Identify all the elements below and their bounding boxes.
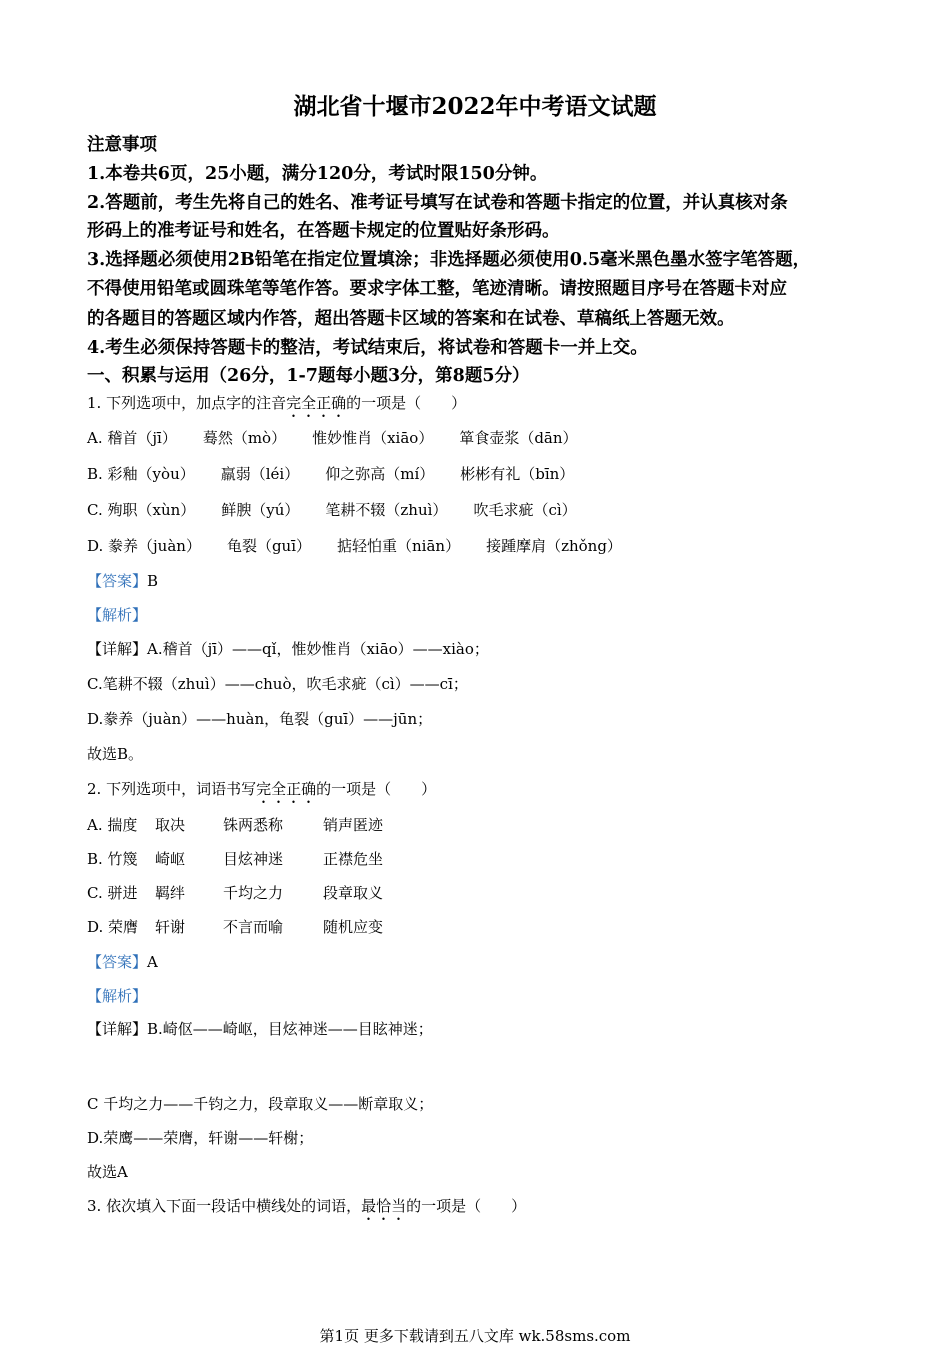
question-3-stem: 3. 依次填入下面一段话中横线处的词语，最恰当的一项是（ ） [87, 1197, 527, 1215]
question-1-stem: 1. 下列选项中，加点字的注音完全正确的一项是（ ） [87, 394, 467, 412]
question-2-detail: 【详解】B.崎伛——崎岖，目炫神迷——目眩神迷； [87, 1020, 433, 1038]
question-1-option-b: B. 彩釉（yòu） 羸弱（léi） 仰之弥高（mí） 彬彬有礼（bīn） [87, 465, 575, 483]
question-2-option-d: D. 荣膺 轩谢 不言而喻 随机应变 [87, 918, 384, 936]
notice-heading: 注意事项 [87, 135, 157, 155]
question-1-answer: 【答案】B [87, 572, 159, 590]
question-2-detail: C 千均之力——千钧之力，段章取义——断章取义； [87, 1095, 434, 1113]
notice-line: 3.选择题必须使用2B铅笔在指定位置填涂；非选择题必须使用0.5毫米黑色墨水签字笔答题， [87, 250, 811, 270]
question-2-detail: 故选A [87, 1163, 128, 1181]
emphasis-text: 完全正确 [286, 394, 347, 412]
question-2-stem: 2. 下列选项中，词语书写完全正确的一项是（ ） [87, 780, 437, 798]
notice-line: 1.本卷共6页，25小题，满分120分，考试时限150分钟。 [87, 164, 548, 184]
question-2-option-a: A. 揣度 取决 铢两悉称 销声匿迹 [87, 816, 384, 834]
question-2-answer: 【答案】A [87, 953, 158, 971]
question-1-detail: C.笔耕不辍（zhuì）——chuò，吹毛求疵（cì）——cī； [87, 675, 468, 693]
question-1-detail: D.豢养（juàn）——huàn，龟裂（guī）——jūn； [87, 710, 433, 728]
emphasis-text: 完全正确 [256, 780, 317, 798]
question-2-detail: D.荣鹰——荣膺，轩谢——轩榭； [87, 1129, 314, 1147]
question-2-analysis-label: 【解析】 [87, 987, 148, 1005]
question-1-option-d: D. 豢养（juàn） 龟裂（guī） 掂轻怕重（niān） 接踵摩肩（zhǒng） [87, 537, 622, 555]
page-footer: 第1页 更多下载请到五八文库 wk.58sms.com [319, 1327, 631, 1345]
question-1-detail: 【详解】A.稽首（jī）——qǐ，惟妙惟肖（xiāo）——xiào； [87, 640, 489, 658]
notice-line: 不得使用铅笔或圆珠笔等笔作答。要求字体工整，笔迹清晰。请按照题目序号在答题卡对应 [87, 279, 787, 299]
question-1-analysis-label: 【解析】 [87, 606, 148, 624]
notice-line: 的各题目的答题区域内作答，超出答题卡区域的答案和在试卷、草稿纸上答题无效。 [87, 309, 735, 329]
question-2-option-b: B. 竹篾 崎岖 目炫神迷 正襟危坐 [87, 850, 384, 868]
section-heading: 一、积累与运用（26分，1-7题每小题3分，第8题5分） [87, 366, 530, 386]
notice-line: 形码上的准考证号和姓名，在答题卡规定的位置贴好条形码。 [87, 221, 560, 241]
notice-line: 4.考生必须保持答题卡的整洁，考试结束后，将试卷和答题卡一并上交。 [87, 338, 648, 358]
emphasis-text: 最恰当 [361, 1197, 407, 1215]
notice-line: 2.答题前，考生先将自己的姓名、准考证号填写在试卷和答题卡指定的位置，并认真核对条 [87, 193, 788, 213]
question-1-detail: 故选B。 [87, 745, 144, 763]
question-1-option-a: A. 稽首（jī） 蓦然（mò） 惟妙惟肖（xiāo） 箪食壶浆（dān） [87, 429, 578, 447]
question-2-option-c: C. 骈进 羁绊 千均之力 段章取义 [87, 884, 384, 902]
question-1-option-c: C. 殉职（xùn） 鲜腴（yú） 笔耕不辍（zhuì） 吹毛求疵（cì） [87, 501, 577, 519]
page-title: 湖北省十堰市2022年中考语文试题 [293, 93, 657, 120]
